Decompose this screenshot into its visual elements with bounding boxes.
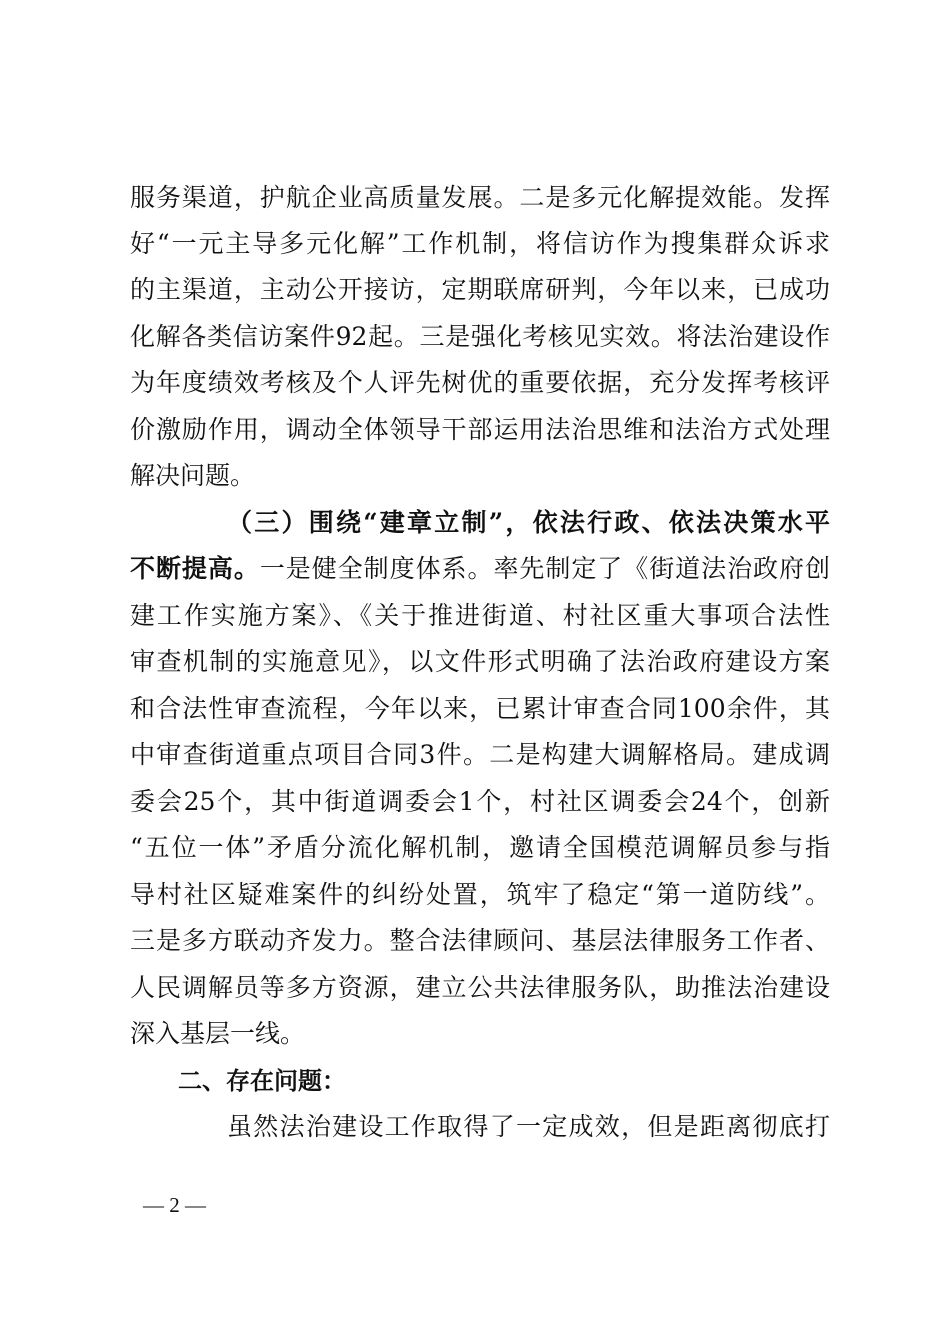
body-text-line: 服务渠道，护航企业高质量发展。二是多元化解提效能。发挥	[130, 183, 830, 212]
body-text-line: 和合法性审查流程，今年以来，已累计审查合同100余件，其	[130, 694, 830, 723]
body-text-line: 化解各类信访案件92起。三是强化考核见实效。将法治建设作	[130, 322, 830, 351]
body-text-line: 中审查街道重点项目合同3件。二是构建大调解格局。建成调	[130, 740, 830, 769]
body-text-line: 好“一元主导多元化解”工作机制，将信访作为搜集群众诉求	[130, 229, 830, 258]
body-text-line: 为年度绩效考核及个人评先树优的重要依据，充分发挥考核评	[130, 368, 830, 397]
section-heading-3-continued: 不断提高。	[130, 554, 260, 583]
body-text-line: “五位一体”矛盾分流化解机制，邀请全国模范调解员参与指	[130, 833, 830, 862]
body-text-line: 价激励作用，调动全体领导干部运用法治思维和法治方式处理	[130, 415, 830, 444]
body-text-line: 人民调解员等多方资源，建立公共法律服务队，助推法治建设	[130, 973, 830, 1002]
section-3-text: 一是健全制度体系。率先制定了《街道法治政府创	[259, 554, 830, 583]
body-text-line	[130, 546, 830, 592]
body-text-line: 虽然法治建设工作取得了一定成效，但是距离彻底打	[227, 1112, 830, 1141]
section-heading-3: （三）围绕“建章立制”，依法行政、依法决策水平	[227, 508, 830, 537]
body-text-line: 委会25个，其中街道调委会1个，村社区调委会24个，创新	[130, 787, 830, 816]
body-text-line: 的主渠道，主动公开接访，定期联席研判，今年以来，已成功	[130, 275, 830, 304]
body-text-line: 审查机制的实施意见》，以文件形式明确了法治政府建设方案	[130, 647, 830, 676]
body-text-line: 建工作实施方案》、《关于推进街道、村社区重大事项合法性	[130, 601, 830, 630]
page-number: — 2 —	[143, 1193, 206, 1217]
body-text-line: 深入基层一线。	[130, 1019, 306, 1048]
section-heading-2: 二、存在问题：	[178, 1067, 346, 1095]
body-text-line: 解决问题。	[130, 461, 256, 490]
body-text-line: 导村社区疑难案件的纠纷处置，筑牢了稳定“第一道防线”。	[130, 880, 830, 909]
body-text-line: 三是多方联动齐发力。整合法律顾问、基层法律服务工作者、	[130, 926, 830, 955]
